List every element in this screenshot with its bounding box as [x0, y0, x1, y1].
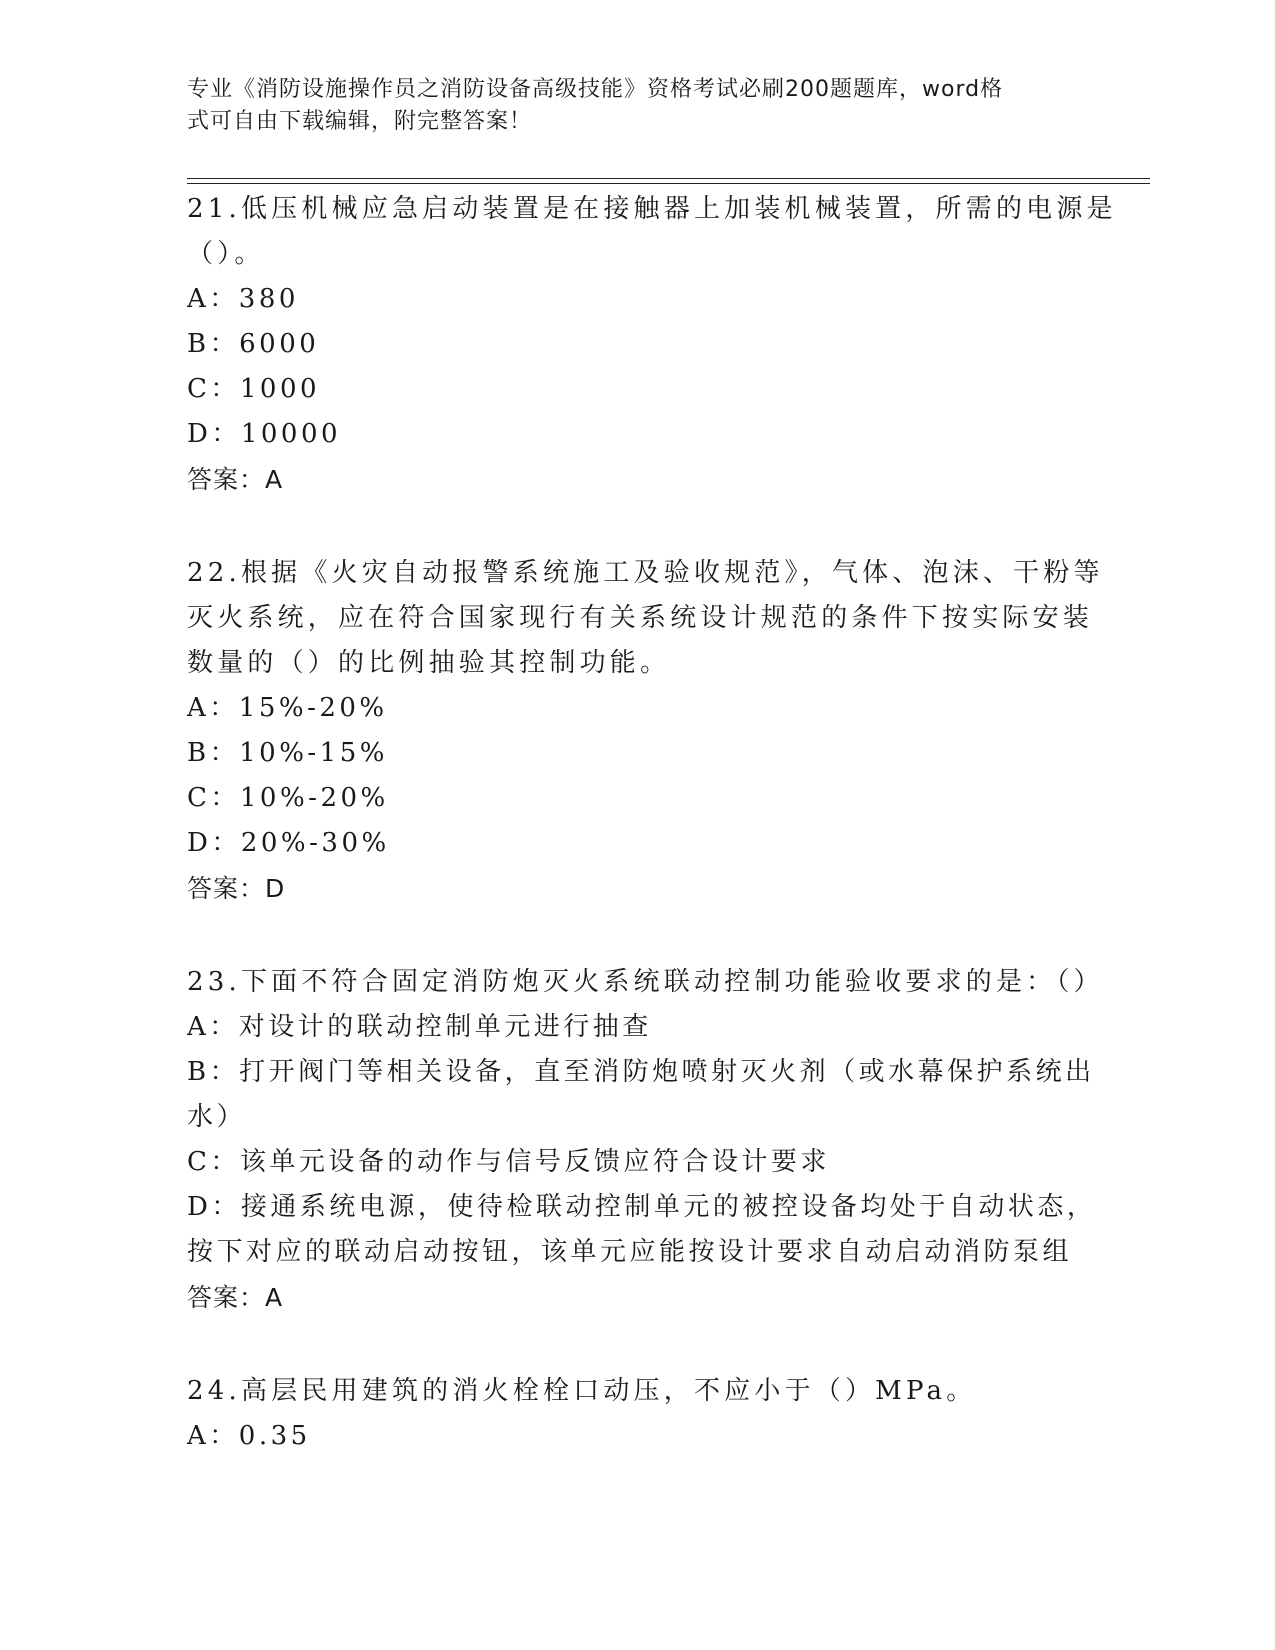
header-line-2: 式可自由下载编辑，附完整答案！	[187, 109, 533, 134]
question-stem	[187, 960, 1104, 1005]
option-c: C：1000	[187, 374, 321, 404]
option-a: A：对设计的联动控制单元进行抽查	[187, 1012, 652, 1042]
option-b: B：10%-15%	[187, 738, 388, 768]
stem-line: 24.高层民用建筑的消火栓栓口动压，不应小于（）MPa。	[187, 1376, 977, 1406]
answer-label: 答案：D	[187, 874, 286, 903]
header-line-1: 专业《消防设施操作员之消防设备高级技能》资格考试必刷200题题库，word格	[187, 77, 1004, 102]
document-header	[187, 74, 1087, 138]
answer-label: 答案：A	[187, 465, 284, 494]
header-divider-top	[187, 178, 1150, 179]
option-b: B：打开阀门等相关设备，直至消防炮喷射灭火剂（或水幕保护系统出	[187, 1057, 1095, 1087]
option-c: C：该单元设备的动作与信号反馈应符合设计要求	[187, 1147, 830, 1177]
option-d: D：20%-30%	[187, 828, 390, 858]
option-d: D：10000	[187, 419, 342, 449]
option-b: B：6000	[187, 329, 320, 359]
option-d: D：接通系统电源，使待检联动控制单元的被控设备均处于自动状态，	[187, 1192, 1097, 1222]
option-a: A：0.35	[187, 1421, 311, 1451]
question-stem	[187, 551, 1104, 686]
stem-line: 23.下面不符合固定消防炮灭火系统联动控制功能验收要求的是：（）	[187, 967, 1104, 997]
option-d-continued: 按下对应的联动启动按钮，该单元应能按设计要求自动启动消防泵组	[187, 1237, 1073, 1267]
stem-line: 22.根据《火灾自动报警系统施工及验收规范》，气体、泡沫、干粉等	[187, 558, 1104, 588]
question-23	[187, 960, 1104, 1320]
question-24	[187, 1369, 1087, 1459]
stem-line: 21.低压机械应急启动装置是在接触器上加装机械装置，所需的电源是	[187, 194, 1117, 224]
option-a: A：15%-20%	[187, 693, 388, 723]
header-divider-bottom	[187, 183, 1150, 184]
stem-line: 灭火系统，应在符合国家现行有关系统设计规范的条件下按实际安装	[187, 603, 1094, 633]
option-b-continued: 水）	[187, 1102, 247, 1132]
question-21	[187, 187, 1117, 502]
question-stem	[187, 1369, 1087, 1414]
question-22	[187, 551, 1104, 911]
stem-line: 数量的（）的比例抽验其控制功能。	[187, 648, 671, 678]
stem-line: （）。	[187, 239, 265, 269]
option-a: A：380	[187, 284, 299, 314]
answer-label: 答案：A	[187, 1283, 284, 1312]
option-c: C：10%-20%	[187, 783, 389, 813]
question-stem	[187, 187, 1117, 277]
